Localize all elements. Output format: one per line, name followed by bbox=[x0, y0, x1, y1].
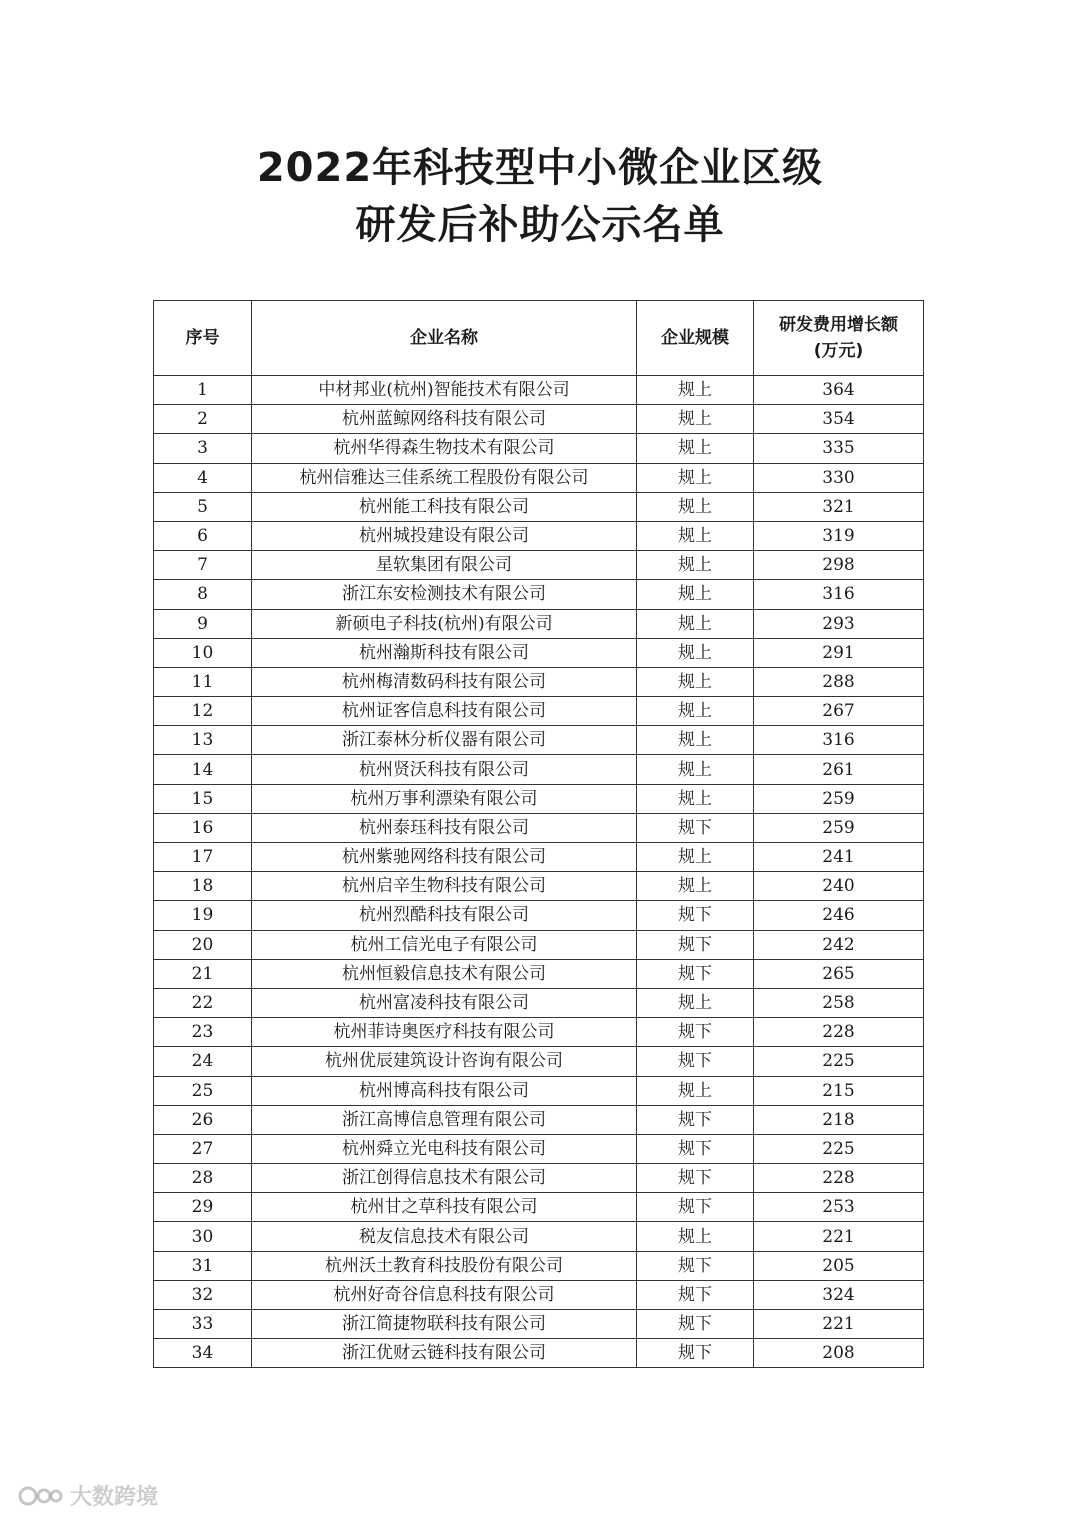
cell-company-name: 杭州能工科技有限公司 bbox=[252, 492, 637, 521]
watermark bbox=[18, 1480, 158, 1511]
cell-index: 26 bbox=[154, 1105, 252, 1134]
cell-company-name: 浙江创得信息技术有限公司 bbox=[252, 1164, 637, 1193]
cell-index: 19 bbox=[154, 901, 252, 930]
cell-rd-growth: 335 bbox=[754, 434, 924, 463]
cell-index: 6 bbox=[154, 521, 252, 550]
cell-company-scale: 规上 bbox=[637, 463, 754, 492]
cell-company-scale: 规下 bbox=[637, 1164, 754, 1193]
cell-company-scale: 规上 bbox=[637, 434, 754, 463]
cell-index: 12 bbox=[154, 697, 252, 726]
cell-rd-growth: 316 bbox=[754, 580, 924, 609]
header-rd-growth bbox=[754, 301, 924, 376]
cell-index: 34 bbox=[154, 1339, 252, 1368]
table-row bbox=[154, 580, 924, 609]
cell-index: 27 bbox=[154, 1134, 252, 1163]
cell-rd-growth: 364 bbox=[754, 376, 924, 405]
table-row bbox=[154, 1222, 924, 1251]
cell-rd-growth: 267 bbox=[754, 697, 924, 726]
document-title-line-2: 研发后补助公示名单 bbox=[355, 202, 725, 248]
table-row bbox=[154, 872, 924, 901]
cell-index: 3 bbox=[154, 434, 252, 463]
cell-company-name: 杭州信雅达三佳系统工程股份有限公司 bbox=[252, 463, 637, 492]
cell-company-name: 杭州证客信息科技有限公司 bbox=[252, 697, 637, 726]
cell-rd-growth: 288 bbox=[754, 667, 924, 696]
cell-rd-growth: 242 bbox=[754, 930, 924, 959]
cell-company-name: 浙江简捷物联科技有限公司 bbox=[252, 1310, 637, 1339]
cell-rd-growth: 241 bbox=[754, 843, 924, 872]
cell-rd-growth: 228 bbox=[754, 1164, 924, 1193]
cell-rd-growth: 240 bbox=[754, 872, 924, 901]
cell-index: 13 bbox=[154, 726, 252, 755]
table-row bbox=[154, 1134, 924, 1163]
table-row bbox=[154, 638, 924, 667]
cell-rd-growth: 258 bbox=[754, 988, 924, 1017]
table-row bbox=[154, 697, 924, 726]
cell-company-name: 杭州瀚斯科技有限公司 bbox=[252, 638, 637, 667]
cell-company-scale: 规上 bbox=[637, 872, 754, 901]
cell-index: 21 bbox=[154, 959, 252, 988]
cell-company-name: 中材邦业(杭州)智能技术有限公司 bbox=[252, 376, 637, 405]
cell-company-name: 杭州好奇谷信息科技有限公司 bbox=[252, 1280, 637, 1309]
cell-company-scale: 规上 bbox=[637, 492, 754, 521]
cell-rd-growth: 259 bbox=[754, 813, 924, 842]
table-row bbox=[154, 1339, 924, 1368]
table-row bbox=[154, 1076, 924, 1105]
cell-company-name: 浙江优财云链科技有限公司 bbox=[252, 1339, 637, 1368]
cell-rd-growth: 319 bbox=[754, 521, 924, 550]
cell-index: 28 bbox=[154, 1164, 252, 1193]
cell-company-name: 杭州紫驰网络科技有限公司 bbox=[252, 843, 637, 872]
cell-company-scale: 规下 bbox=[637, 959, 754, 988]
cell-index: 33 bbox=[154, 1310, 252, 1339]
cell-company-scale: 规上 bbox=[637, 1076, 754, 1105]
cell-company-scale: 规上 bbox=[637, 609, 754, 638]
table-row bbox=[154, 959, 924, 988]
table-row bbox=[154, 901, 924, 930]
table-row bbox=[154, 988, 924, 1017]
cell-index: 9 bbox=[154, 609, 252, 638]
cell-company-scale: 规下 bbox=[637, 1047, 754, 1076]
table-row bbox=[154, 1280, 924, 1309]
watermark-text: 大数跨境 bbox=[70, 1485, 159, 1510]
table-header-row bbox=[154, 301, 924, 376]
cell-rd-growth: 324 bbox=[754, 1280, 924, 1309]
cell-company-name: 杭州恒毅信息技术有限公司 bbox=[252, 959, 637, 988]
table-row bbox=[154, 1018, 924, 1047]
watermark-logo-icon bbox=[18, 1484, 64, 1508]
cell-company-scale: 规上 bbox=[637, 726, 754, 755]
cell-rd-growth: 261 bbox=[754, 755, 924, 784]
cell-index: 17 bbox=[154, 843, 252, 872]
cell-company-scale: 规下 bbox=[637, 1280, 754, 1309]
cell-index: 1 bbox=[154, 376, 252, 405]
cell-company-name: 杭州优辰建筑设计咨询有限公司 bbox=[252, 1047, 637, 1076]
cell-rd-growth: 228 bbox=[754, 1018, 924, 1047]
cell-company-scale: 规下 bbox=[637, 1251, 754, 1280]
table-row bbox=[154, 376, 924, 405]
table-row bbox=[154, 405, 924, 434]
cell-company-scale: 规上 bbox=[637, 667, 754, 696]
cell-index: 22 bbox=[154, 988, 252, 1017]
cell-index: 29 bbox=[154, 1193, 252, 1222]
cell-index: 11 bbox=[154, 667, 252, 696]
cell-rd-growth: 221 bbox=[754, 1222, 924, 1251]
cell-company-name: 杭州蓝鲸网络科技有限公司 bbox=[252, 405, 637, 434]
cell-company-scale: 规上 bbox=[637, 376, 754, 405]
cell-company-name: 杭州贤沃科技有限公司 bbox=[252, 755, 637, 784]
cell-company-name: 杭州万事利漂染有限公司 bbox=[252, 784, 637, 813]
cell-index: 16 bbox=[154, 813, 252, 842]
cell-rd-growth: 265 bbox=[754, 959, 924, 988]
document-title-line-1: 2022年科技型中小微企业区级 bbox=[256, 145, 824, 191]
cell-company-name: 杭州菲诗奥医疗科技有限公司 bbox=[252, 1018, 637, 1047]
cell-company-name: 杭州工信光电子有限公司 bbox=[252, 930, 637, 959]
cell-index: 20 bbox=[154, 930, 252, 959]
cell-index: 7 bbox=[154, 551, 252, 580]
cell-rd-growth: 298 bbox=[754, 551, 924, 580]
cell-company-name: 杭州梅清数码科技有限公司 bbox=[252, 667, 637, 696]
cell-company-scale: 规下 bbox=[637, 1105, 754, 1134]
cell-index: 32 bbox=[154, 1280, 252, 1309]
table-row bbox=[154, 521, 924, 550]
cell-company-scale: 规下 bbox=[637, 1018, 754, 1047]
cell-company-scale: 规上 bbox=[637, 551, 754, 580]
table-row bbox=[154, 667, 924, 696]
cell-rd-growth: 293 bbox=[754, 609, 924, 638]
table-row bbox=[154, 930, 924, 959]
cell-company-scale: 规上 bbox=[637, 580, 754, 609]
cell-index: 31 bbox=[154, 1251, 252, 1280]
cell-rd-growth: 291 bbox=[754, 638, 924, 667]
subsidy-list-table bbox=[153, 300, 924, 1368]
cell-rd-growth: 208 bbox=[754, 1339, 924, 1368]
cell-rd-growth: 316 bbox=[754, 726, 924, 755]
cell-index: 10 bbox=[154, 638, 252, 667]
header-rd-growth-label: 研发费用增长额 bbox=[779, 315, 898, 335]
cell-company-scale: 规上 bbox=[637, 697, 754, 726]
cell-company-scale: 规下 bbox=[637, 1310, 754, 1339]
table-row bbox=[154, 492, 924, 521]
cell-rd-growth: 246 bbox=[754, 901, 924, 930]
table-row bbox=[154, 1105, 924, 1134]
cell-index: 2 bbox=[154, 405, 252, 434]
cell-index: 4 bbox=[154, 463, 252, 492]
cell-company-name: 杭州启辛生物科技有限公司 bbox=[252, 872, 637, 901]
table-row bbox=[154, 463, 924, 492]
cell-rd-growth: 321 bbox=[754, 492, 924, 521]
cell-company-scale: 规上 bbox=[637, 521, 754, 550]
cell-company-scale: 规上 bbox=[637, 988, 754, 1017]
table-row bbox=[154, 434, 924, 463]
cell-index: 25 bbox=[154, 1076, 252, 1105]
header-company-scale: 企业规模 bbox=[637, 301, 754, 376]
cell-company-name: 税友信息技术有限公司 bbox=[252, 1222, 637, 1251]
cell-company-scale: 规下 bbox=[637, 1134, 754, 1163]
cell-company-name: 杭州泰珏科技有限公司 bbox=[252, 813, 637, 842]
cell-rd-growth: 253 bbox=[754, 1193, 924, 1222]
cell-company-scale: 规下 bbox=[637, 813, 754, 842]
header-index: 序号 bbox=[154, 301, 252, 376]
cell-index: 18 bbox=[154, 872, 252, 901]
cell-company-name: 浙江东安检测技术有限公司 bbox=[252, 580, 637, 609]
cell-company-name: 杭州舜立光电科技有限公司 bbox=[252, 1134, 637, 1163]
table-row bbox=[154, 1164, 924, 1193]
table-row bbox=[154, 843, 924, 872]
cell-company-name: 浙江高博信息管理有限公司 bbox=[252, 1105, 637, 1134]
cell-company-name: 新硕电子科技(杭州)有限公司 bbox=[252, 609, 637, 638]
cell-company-scale: 规下 bbox=[637, 930, 754, 959]
table-row bbox=[154, 1047, 924, 1076]
cell-company-scale: 规上 bbox=[637, 405, 754, 434]
cell-company-name: 星软集团有限公司 bbox=[252, 551, 637, 580]
cell-company-scale: 规上 bbox=[637, 843, 754, 872]
cell-company-name: 杭州富凌科技有限公司 bbox=[252, 988, 637, 1017]
cell-index: 5 bbox=[154, 492, 252, 521]
cell-rd-growth: 225 bbox=[754, 1134, 924, 1163]
cell-rd-growth: 225 bbox=[754, 1047, 924, 1076]
cell-rd-growth: 330 bbox=[754, 463, 924, 492]
cell-company-name: 杭州华得森生物技术有限公司 bbox=[252, 434, 637, 463]
cell-company-scale: 规上 bbox=[637, 755, 754, 784]
cell-index: 30 bbox=[154, 1222, 252, 1251]
cell-index: 23 bbox=[154, 1018, 252, 1047]
cell-index: 8 bbox=[154, 580, 252, 609]
cell-company-scale: 规上 bbox=[637, 638, 754, 667]
table-row bbox=[154, 726, 924, 755]
cell-index: 24 bbox=[154, 1047, 252, 1076]
cell-rd-growth: 218 bbox=[754, 1105, 924, 1134]
cell-index: 14 bbox=[154, 755, 252, 784]
header-company-name: 企业名称 bbox=[252, 301, 637, 376]
cell-rd-growth: 205 bbox=[754, 1251, 924, 1280]
cell-company-name: 杭州沃土教育科技股份有限公司 bbox=[252, 1251, 637, 1280]
table-row bbox=[154, 1193, 924, 1222]
cell-company-name: 杭州城投建设有限公司 bbox=[252, 521, 637, 550]
table-row bbox=[154, 813, 924, 842]
table-row bbox=[154, 1310, 924, 1339]
table-row bbox=[154, 609, 924, 638]
cell-company-scale: 规下 bbox=[637, 1339, 754, 1368]
table-row bbox=[154, 755, 924, 784]
cell-index: 15 bbox=[154, 784, 252, 813]
cell-company-name: 浙江泰林分析仪器有限公司 bbox=[252, 726, 637, 755]
cell-rd-growth: 221 bbox=[754, 1310, 924, 1339]
cell-rd-growth: 354 bbox=[754, 405, 924, 434]
cell-company-name: 杭州烈酷科技有限公司 bbox=[252, 901, 637, 930]
cell-company-scale: 规上 bbox=[637, 1222, 754, 1251]
table-row bbox=[154, 1251, 924, 1280]
table-row bbox=[154, 784, 924, 813]
header-rd-growth-unit: (万元) bbox=[813, 341, 864, 361]
cell-company-scale: 规上 bbox=[637, 784, 754, 813]
cell-rd-growth: 259 bbox=[754, 784, 924, 813]
cell-company-name: 杭州甘之草科技有限公司 bbox=[252, 1193, 637, 1222]
cell-company-scale: 规下 bbox=[637, 1193, 754, 1222]
table-row bbox=[154, 551, 924, 580]
cell-company-name: 杭州博高科技有限公司 bbox=[252, 1076, 637, 1105]
cell-rd-growth: 215 bbox=[754, 1076, 924, 1105]
cell-company-scale: 规下 bbox=[637, 901, 754, 930]
